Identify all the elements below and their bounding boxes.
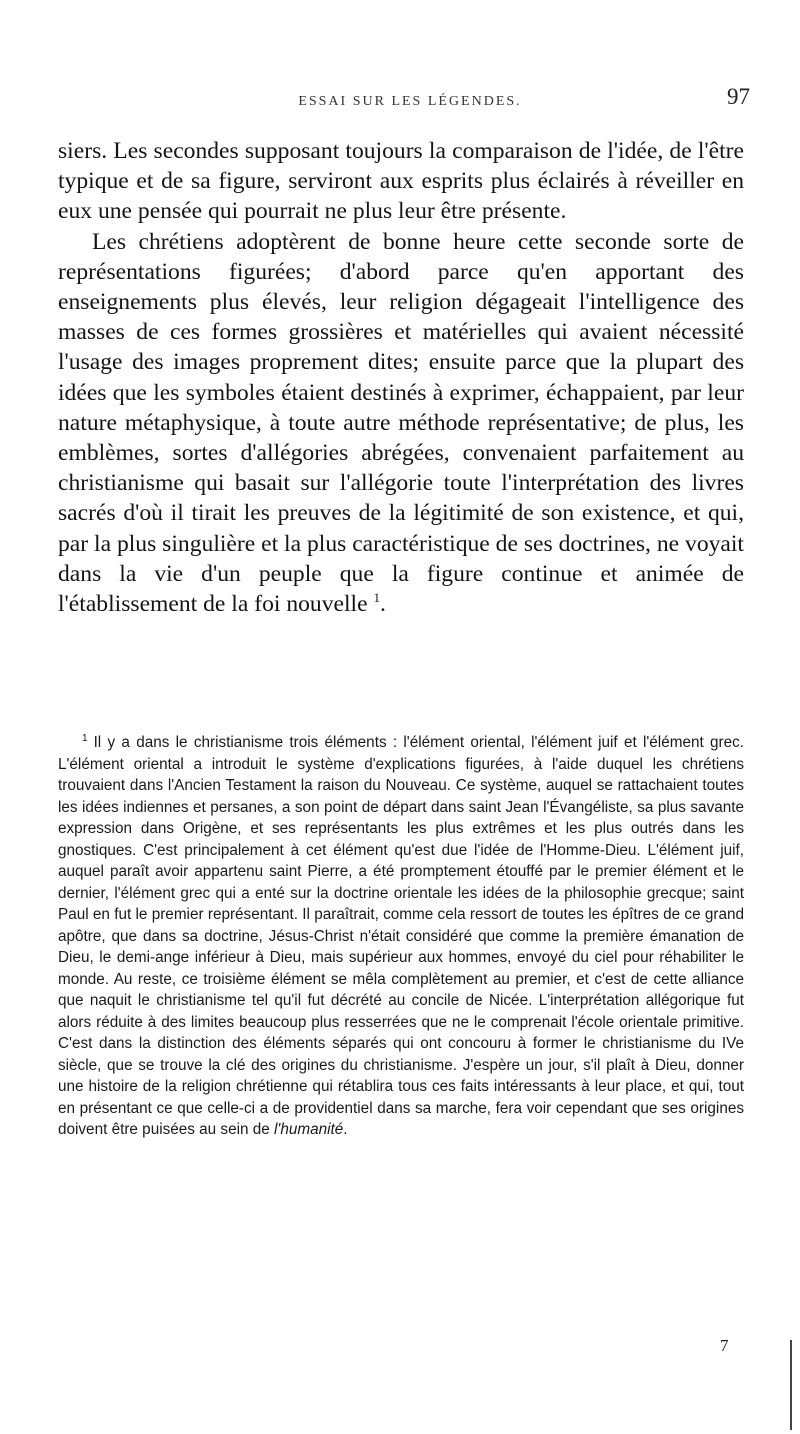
paragraph-2 — [58, 227, 744, 620]
signature-mark: 7 — [720, 1336, 729, 1355]
main-text — [58, 136, 744, 619]
footnote-text: Il y a dans le christianisme trois éléments : l'élément oriental, l'élément juif et l'élément grec. L'élément oriental a introduit le système d'explications figurées, à l'aide duquel les chrétiens trouvaient dans l'Ancien Testament la raison du Nouveau. Ce système, auquel se rattachaient toutes les idées indiennes et persanes, a son point de départ dans saint Jean l'Évangéliste, sa plus savante expression dans Origène, et ses représentants les plus extrêmes et les plus outrés dans les gnostiques. C'est principalement à cet élément qu'est due l'idée de l'Homme-Dieu. L'élément juif, auquel paraît avoir appartenu saint Pierre, a été promptement étouffé par le premier élément et le dernier, l'élément grec qui a enté sur la doctrine orientale les idées de la philosophie grecque; saint Paul en fut le premier représentant. Il paraîtrait, comme cela ressort de toutes les épîtres de ce grand apôtre, que dans sa doctrine, Jésus-Christ n'était considéré que comme la première émanation de Dieu, le demi-ange inférieur à Dieu, mais supérieur aux hommes, envoyé du ciel pour réhabiliter le monde. Au reste, ce troisième élément se mêla complètement au premier, et c'est de cette alliance que naquit le christianisme tel qu'il fut décrété au concile de Nicée. L'interprétation allégorique fut alors réduite à des limites beaucoup plus resserrées que ne le comprenait l'école orientale primitive. C'est dans la distinction des éléments séparés qui ont concouru à former le christianisme du IVe siècle, que se trouve la clé des origines du christianisme. J'espère un jour, s'il plaît à Dieu, donner une histoire de la religion chrétienne qui rétablira tous ces faits intéressants à leur place, et qui, tout en présentant ce que celle-ci a de providentiel dans sa marche, fera voir cependant que ses origines doivent être puisées au sein de — [58, 734, 744, 1138]
page-edge-line — [790, 1340, 792, 1430]
footnote-marker: 1 — [82, 732, 88, 744]
page-number: 97 — [727, 84, 750, 109]
footnote-reference[interactable]: 1 — [373, 590, 380, 606]
footnote-end: . — [343, 1121, 348, 1138]
running-title: ESSAI SUR LES LÉGENDES. — [298, 94, 522, 109]
paragraph-2-end: . — [379, 591, 386, 618]
footnote-paragraph — [58, 732, 744, 1141]
footnote-italic-term: l'humanité — [274, 1121, 344, 1138]
paragraph-2-text: Les chrétiens adoptèrent de bonne heure cette seconde sorte de représentations figurées; d'abord parce qu'en apportant des enseignements plus élevés, leur religion dégageait l'intelligence des masses de ces formes grossières et matérielles qui avaient nécessité l'usage des images proprement dites; ensuite parce que la plupart des idées que les symboles étaient destinés à exprimer, échappaient, par leur nature métaphysique, à toute autre méthode représentative; de plus, les emblèmes, sortes d'allégories abrégées, convenaient parfaitement au christianisme qui basait sur l'allégorie toute l'interprétation des livres sacrés d'où il tirait les preuves de la légitimité de son existence, et qui, par la plus singulière et la plus caractéristique de ses doctrines, ne voyait dans la vie d'un peuple que la figure continue et animée de l'établissement de la foi nouvelle — [58, 228, 744, 618]
footnote — [58, 732, 744, 1141]
paragraph-1: siers. Les secondes supposant toujours la comparaison de l'idée, de l'être typique et de sa figure, serviront aux esprits plus éclairés à réveiller en eux une pensée qui pourrait ne plus leur être présente. — [58, 138, 744, 225]
running-head — [60, 84, 760, 114]
